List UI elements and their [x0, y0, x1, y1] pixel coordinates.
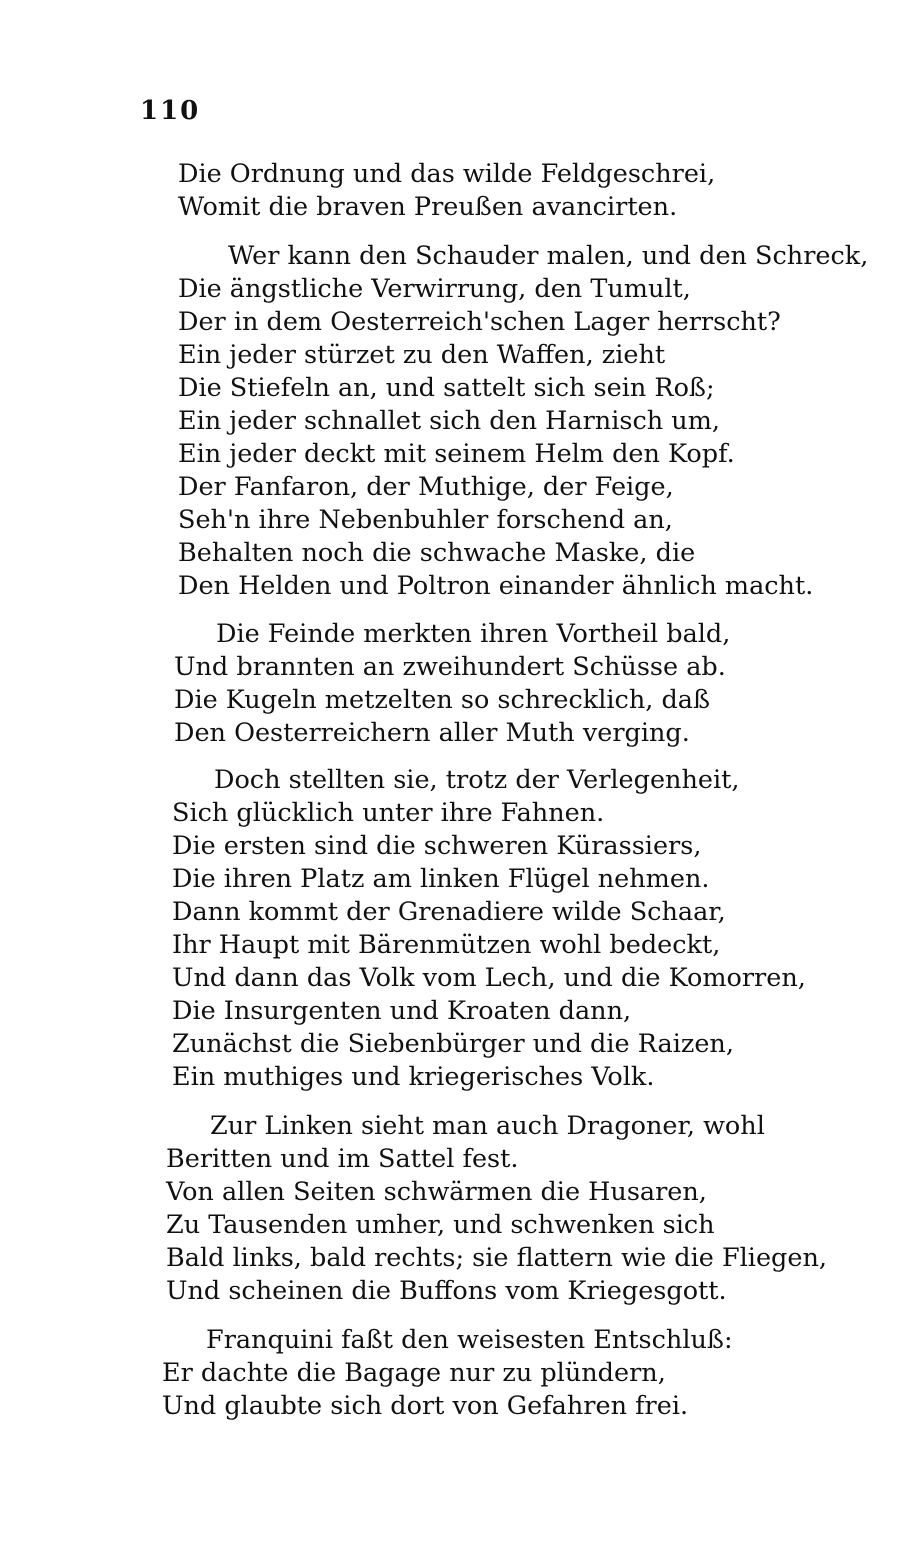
verse-line: Und dann das Volk vom Lech, und die Komorren, — [172, 963, 806, 993]
verse-line: Zunächst die Siebenbürger und die Raizen, — [172, 1029, 734, 1059]
verse-line: Die Insurgenten und Kroaten dann, — [172, 996, 632, 1026]
verse-line: Seh'n ihre Nebenbuhler forschend an, — [178, 505, 673, 535]
verse-line: Er dachte die Bagage nur zu plündern, — [162, 1358, 666, 1388]
verse-line: Behalten noch die schwache Maske, die — [178, 538, 696, 568]
verse-line: Den Helden und Poltron einander ähnlich macht. — [178, 571, 814, 601]
verse-line: Die Ordnung und das wilde Feldgeschrei, — [178, 159, 716, 189]
verse-line: Die Feinde merkten ihren Vortheil bald, — [216, 619, 731, 649]
verse-line: Ein jeder stürzet zu den Waffen, zieht — [178, 340, 666, 370]
verse-line: Zu Tausenden umher, und schwenken sich — [166, 1210, 715, 1240]
verse-line: Dann kommt der Grenadiere wilde Schaar, — [172, 897, 726, 927]
verse-line: Die ersten sind die schweren Kürassiers, — [172, 831, 702, 861]
verse-line: Und glaubte sich dort von Gefahren frei. — [162, 1391, 689, 1421]
verse-line: Von allen Seiten schwärmen die Husaren, — [166, 1177, 707, 1207]
verse-line: Beritten und im Sattel fest. — [166, 1144, 519, 1174]
verse-line: Und scheinen die Buffons vom Kriegesgott. — [166, 1276, 727, 1306]
verse-line: Zur Linken sieht man auch Dragoner, wohl — [210, 1111, 765, 1141]
verse-line: Bald links, bald rechts; sie flattern wie die Fliegen, — [166, 1243, 827, 1273]
verse-line: Sich glücklich unter ihre Fahnen. — [172, 798, 605, 828]
verse-line: Womit die braven Preußen avancirten. — [178, 192, 678, 222]
verse-line: Der Fanfaron, der Muthige, der Feige, — [178, 472, 674, 502]
verse-line: Und brannten an zweihundert Schüsse ab. — [174, 652, 726, 682]
verse-line: Die Kugeln metzelten so schrecklich, daß — [174, 685, 711, 715]
verse-line: Die ihren Platz am linken Flügel nehmen. — [172, 864, 710, 894]
verse-line: Doch stellten sie, trotz der Verlegenheit, — [214, 765, 740, 795]
verse-line: Franquini faßt den weisesten Entschluß: — [206, 1325, 733, 1355]
verse-line: Wer kann den Schauder malen, und den Schreck, — [228, 241, 869, 271]
verse-line: Ein jeder schnallet sich den Harnisch um, — [178, 406, 720, 436]
verse-line: Ein jeder deckt mit seinem Helm den Kopf. — [178, 439, 735, 469]
verse-line: Die ängstliche Verwirrung, den Tumult, — [178, 274, 691, 304]
verse-line: Den Oesterreichern aller Muth verging. — [174, 718, 690, 748]
verse-line: Der in dem Oesterreich'schen Lager herrscht? — [178, 307, 781, 337]
verse-line: Ihr Haupt mit Bärenmützen wohl bedeckt, — [172, 930, 721, 960]
verse-line: Die Stiefeln an, und sattelt sich sein Roß; — [178, 373, 715, 403]
page-number: 110 — [140, 96, 201, 126]
verse-line: Ein muthiges und kriegerisches Volk. — [172, 1062, 655, 1092]
